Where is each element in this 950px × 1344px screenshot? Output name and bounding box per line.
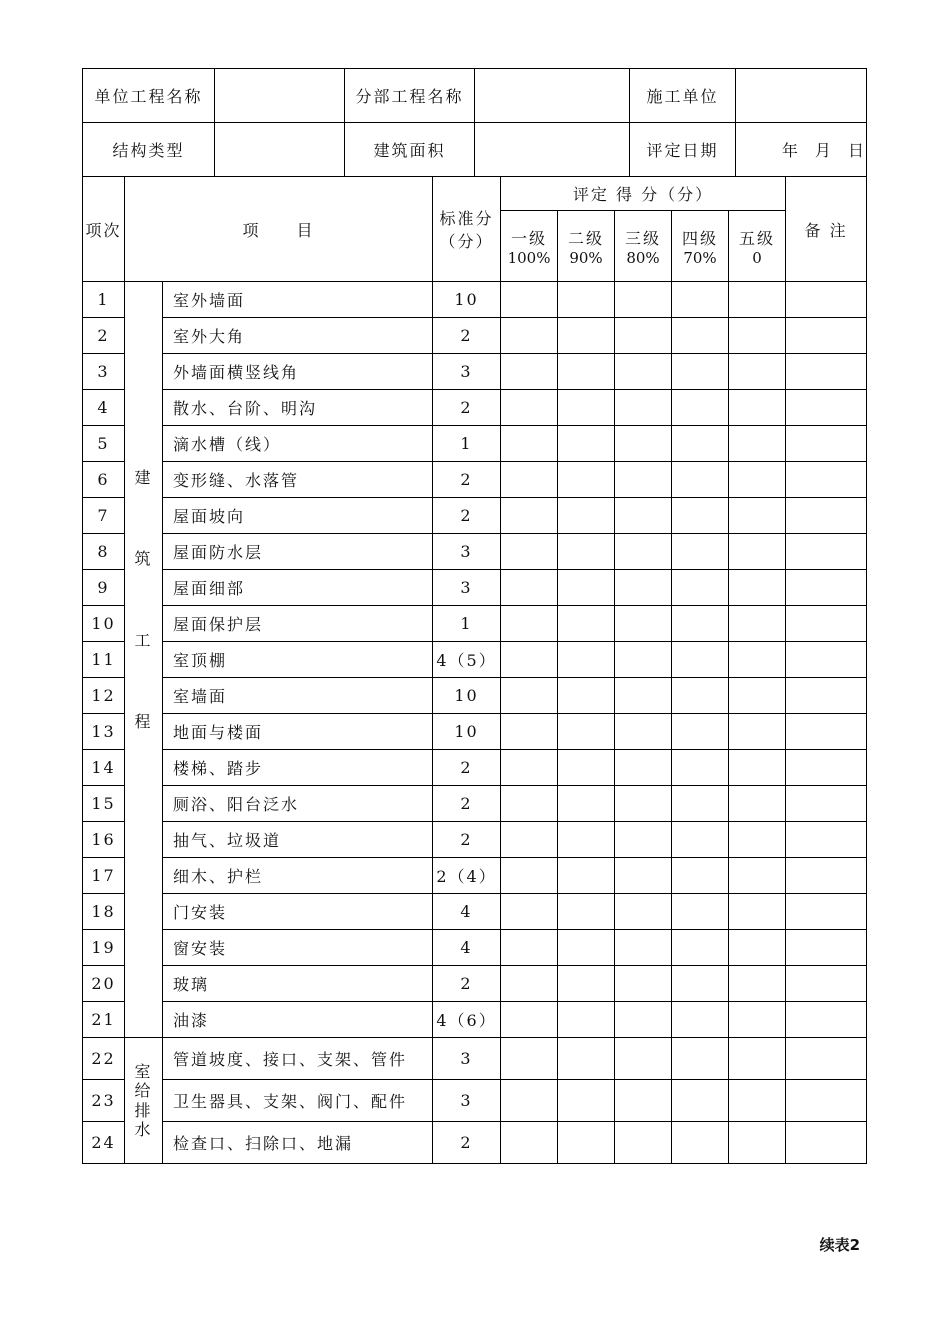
- category-plumbing: [125, 1038, 163, 1164]
- grade-2-cell[interactable]: [558, 750, 615, 786]
- grade-5-cell[interactable]: [729, 642, 786, 678]
- table-row: [83, 354, 867, 390]
- grade-1-cell[interactable]: [501, 930, 558, 966]
- unit-project-field[interactable]: [215, 69, 345, 123]
- grade-2-cell[interactable]: [558, 714, 615, 750]
- row-item: 屋面坡向: [163, 498, 433, 534]
- grade-2-cell[interactable]: [558, 930, 615, 966]
- grade-5-header: [729, 211, 786, 282]
- grade-1-cell[interactable]: [501, 498, 558, 534]
- row-std-score: 1: [433, 426, 501, 462]
- row-no: 11: [83, 642, 125, 678]
- row-std-score: 3: [433, 534, 501, 570]
- grade-2-cell[interactable]: [558, 318, 615, 354]
- grade-4-cell[interactable]: [672, 534, 729, 570]
- row-item: 窗安装: [163, 930, 433, 966]
- row-no: 3: [83, 354, 125, 390]
- remark-cell[interactable]: [786, 426, 867, 462]
- grade-1-cell[interactable]: [501, 858, 558, 894]
- grade-4-cell[interactable]: [672, 750, 729, 786]
- grade-1-cell[interactable]: [501, 534, 558, 570]
- grade-4-cell[interactable]: [672, 354, 729, 390]
- grade-4-cell[interactable]: [672, 1002, 729, 1038]
- col-header-no: 项次: [83, 177, 125, 282]
- grade-3-cell[interactable]: [615, 318, 672, 354]
- grade-1-cell[interactable]: [501, 786, 558, 822]
- grade-3-cell[interactable]: [615, 894, 672, 930]
- grade-2-cell[interactable]: [558, 426, 615, 462]
- eval-date-label: 评定日期: [630, 123, 736, 177]
- row-no: 19: [83, 930, 125, 966]
- row-std-score: 3: [433, 570, 501, 606]
- row-no: 16: [83, 822, 125, 858]
- col-header-remark: 备 注: [786, 177, 867, 282]
- grade-1-cell[interactable]: [501, 318, 558, 354]
- grade-1-cell[interactable]: [501, 462, 558, 498]
- grade-label: 二级: [568, 228, 605, 248]
- category-char: 水: [134, 1119, 153, 1139]
- building-area-label: 建筑面积: [345, 123, 475, 177]
- grade-pct: 90%: [569, 248, 603, 267]
- remark-cell[interactable]: [786, 642, 867, 678]
- grade-pct: 70%: [683, 248, 717, 267]
- grade-5-cell[interactable]: [729, 534, 786, 570]
- table-row: [83, 714, 867, 750]
- grade-4-cell[interactable]: [672, 930, 729, 966]
- remark-cell[interactable]: [786, 1002, 867, 1038]
- grade-4-cell[interactable]: [672, 462, 729, 498]
- category-char: 室: [134, 1062, 153, 1082]
- grade-1-cell[interactable]: [501, 894, 558, 930]
- remark-cell[interactable]: [786, 678, 867, 714]
- table-row: [83, 390, 867, 426]
- grade-5-cell[interactable]: [729, 570, 786, 606]
- grade-2-cell[interactable]: [558, 1002, 615, 1038]
- building-area-field[interactable]: [475, 123, 630, 177]
- grade-4-cell[interactable]: [672, 1038, 729, 1080]
- remark-cell[interactable]: [786, 498, 867, 534]
- row-no: 24: [83, 1122, 125, 1164]
- sub-project-label: 分部工程名称: [345, 69, 475, 123]
- row-no: 9: [83, 570, 125, 606]
- grade-1-cell[interactable]: [501, 1002, 558, 1038]
- category-char: 工: [134, 630, 153, 650]
- grade-4-cell[interactable]: [672, 426, 729, 462]
- grade-5-cell[interactable]: [729, 786, 786, 822]
- remark-cell[interactable]: [786, 822, 867, 858]
- remark-cell[interactable]: [786, 390, 867, 426]
- row-item: 门安装: [163, 894, 433, 930]
- grade-5-cell[interactable]: [729, 714, 786, 750]
- grade-3-header: [615, 211, 672, 282]
- grade-5-cell[interactable]: [729, 1122, 786, 1164]
- table-row: [83, 822, 867, 858]
- table-row: [83, 606, 867, 642]
- grade-5-cell[interactable]: [729, 822, 786, 858]
- grade-5-cell[interactable]: [729, 282, 786, 318]
- row-no: 6: [83, 462, 125, 498]
- row-std-score: 10: [433, 714, 501, 750]
- row-std-score: 2: [433, 318, 501, 354]
- grade-4-cell[interactable]: [672, 1080, 729, 1122]
- grade-1-cell[interactable]: [501, 606, 558, 642]
- grade-1-cell[interactable]: [501, 678, 558, 714]
- grade-pct: 100%: [507, 248, 551, 267]
- table-row: [83, 786, 867, 822]
- grade-5-cell[interactable]: [729, 1080, 786, 1122]
- row-no: 20: [83, 966, 125, 1002]
- row-item: 厕浴、阳台泛水: [163, 786, 433, 822]
- grade-1-cell[interactable]: [501, 1080, 558, 1122]
- row-no: 7: [83, 498, 125, 534]
- grade-3-cell[interactable]: [615, 822, 672, 858]
- row-no: 21: [83, 1002, 125, 1038]
- grade-3-cell[interactable]: [615, 1080, 672, 1122]
- grade-2-cell[interactable]: [558, 282, 615, 318]
- row-std-score: 2: [433, 786, 501, 822]
- row-item: 室外墙面: [163, 282, 433, 318]
- grade-4-cell[interactable]: [672, 642, 729, 678]
- row-item: 散水、台阶、明沟: [163, 390, 433, 426]
- structure-type-field[interactable]: [215, 123, 345, 177]
- grade-2-cell[interactable]: [558, 354, 615, 390]
- grade-4-cell[interactable]: [672, 786, 729, 822]
- grade-4-cell[interactable]: [672, 858, 729, 894]
- row-no: 10: [83, 606, 125, 642]
- table-row: [83, 570, 867, 606]
- grade-4-cell[interactable]: [672, 1122, 729, 1164]
- grade-3-cell[interactable]: [615, 966, 672, 1002]
- grade-3-cell[interactable]: [615, 1002, 672, 1038]
- row-no: 12: [83, 678, 125, 714]
- remark-cell[interactable]: [786, 714, 867, 750]
- row-std-score: 2: [433, 822, 501, 858]
- row-std-score: 2: [433, 750, 501, 786]
- row-no: 17: [83, 858, 125, 894]
- row-no: 13: [83, 714, 125, 750]
- row-item: 屋面防水层: [163, 534, 433, 570]
- row-item: 油漆: [163, 1002, 433, 1038]
- eval-date-field[interactable]: 年 月 日: [736, 123, 867, 177]
- grade-5-cell[interactable]: [729, 354, 786, 390]
- grade-5-cell[interactable]: [729, 390, 786, 426]
- grade-1-cell[interactable]: [501, 1122, 558, 1164]
- grade-3-cell[interactable]: [615, 678, 672, 714]
- grade-5-cell[interactable]: [729, 894, 786, 930]
- row-item: 室墙面: [163, 678, 433, 714]
- row-no: 23: [83, 1080, 125, 1122]
- grade-5-cell[interactable]: [729, 318, 786, 354]
- grade-4-cell[interactable]: [672, 894, 729, 930]
- grade-3-cell[interactable]: [615, 462, 672, 498]
- category-char: 给: [134, 1081, 153, 1101]
- continuation-label: 续表2: [819, 1236, 860, 1254]
- grade-3-cell[interactable]: [615, 570, 672, 606]
- grade-pct: 80%: [626, 248, 660, 267]
- table-row: [83, 1122, 867, 1164]
- table-row: [83, 894, 867, 930]
- grade-1-cell[interactable]: [501, 282, 558, 318]
- row-item: 屋面保护层: [163, 606, 433, 642]
- grade-3-cell[interactable]: [615, 930, 672, 966]
- grade-3-cell[interactable]: [615, 426, 672, 462]
- category-char: 筑: [134, 549, 153, 569]
- grade-5-cell[interactable]: [729, 750, 786, 786]
- grade-2-cell[interactable]: [558, 858, 615, 894]
- row-no: 22: [83, 1038, 125, 1080]
- row-item: 屋面细部: [163, 570, 433, 606]
- grade-3-cell[interactable]: [615, 750, 672, 786]
- grade-1-cell[interactable]: [501, 354, 558, 390]
- grade-2-cell[interactable]: [558, 390, 615, 426]
- grade-5-cell[interactable]: [729, 606, 786, 642]
- table-row: [83, 966, 867, 1002]
- remark-cell[interactable]: [786, 894, 867, 930]
- grade-4-cell[interactable]: [672, 390, 729, 426]
- row-std-score: 2: [433, 390, 501, 426]
- evaluation-table: [82, 176, 867, 1164]
- sub-project-field[interactable]: [475, 69, 630, 123]
- grade-3-cell[interactable]: [615, 858, 672, 894]
- remark-cell[interactable]: [786, 318, 867, 354]
- row-item: 检查口、扫除口、地漏: [163, 1122, 433, 1164]
- row-std-score: 1: [433, 606, 501, 642]
- unit-project-label: 单位工程名称: [83, 69, 215, 123]
- row-item: 室顶棚: [163, 642, 433, 678]
- grade-label: 一级: [511, 228, 548, 248]
- construction-unit-label: 施工单位: [630, 69, 736, 123]
- remark-cell[interactable]: [786, 354, 867, 390]
- row-item: 外墙面横竖线角: [163, 354, 433, 390]
- remark-cell[interactable]: [786, 1038, 867, 1080]
- table-row: [83, 462, 867, 498]
- grade-5-cell[interactable]: [729, 1038, 786, 1080]
- row-item: 卫生器具、支架、阀门、配件: [163, 1080, 433, 1122]
- grade-3-cell[interactable]: [615, 354, 672, 390]
- row-no: 2: [83, 318, 125, 354]
- row-item: 管道坡度、接口、支架、管件: [163, 1038, 433, 1080]
- grade-4-header: [672, 211, 729, 282]
- grade-2-cell[interactable]: [558, 498, 615, 534]
- grade-5-cell[interactable]: [729, 678, 786, 714]
- grade-3-cell[interactable]: [615, 606, 672, 642]
- row-no: 5: [83, 426, 125, 462]
- grade-3-cell[interactable]: [615, 1038, 672, 1080]
- row-item: 玻璃: [163, 966, 433, 1002]
- grade-5-cell[interactable]: [729, 930, 786, 966]
- grade-5-cell[interactable]: [729, 426, 786, 462]
- grade-5-cell[interactable]: [729, 498, 786, 534]
- grade-4-cell[interactable]: [672, 714, 729, 750]
- grade-2-cell[interactable]: [558, 642, 615, 678]
- remark-cell[interactable]: [786, 462, 867, 498]
- row-item: 抽气、垃圾道: [163, 822, 433, 858]
- row-std-score: 2: [433, 1122, 501, 1164]
- row-item: 细木、护栏: [163, 858, 433, 894]
- table-row: [83, 282, 867, 318]
- grade-4-cell[interactable]: [672, 318, 729, 354]
- grade-2-cell[interactable]: [558, 822, 615, 858]
- structure-type-label: 结构类型: [83, 123, 215, 177]
- grade-1-cell[interactable]: [501, 1038, 558, 1080]
- table-row: [83, 1002, 867, 1038]
- grade-1-cell[interactable]: [501, 570, 558, 606]
- category-char: 程: [134, 711, 153, 731]
- grade-5-cell[interactable]: [729, 1002, 786, 1038]
- grade-4-cell[interactable]: [672, 966, 729, 1002]
- grade-4-cell[interactable]: [672, 678, 729, 714]
- grade-2-cell[interactable]: [558, 1122, 615, 1164]
- grade-5-cell[interactable]: [729, 858, 786, 894]
- col-header-std: [433, 177, 501, 282]
- grade-1-cell[interactable]: [501, 750, 558, 786]
- grade-3-cell[interactable]: [615, 534, 672, 570]
- grade-label: 三级: [625, 228, 662, 248]
- grade-2-cell[interactable]: [558, 462, 615, 498]
- grade-3-cell[interactable]: [615, 282, 672, 318]
- row-std-score: 3: [433, 1038, 501, 1080]
- table-row: [83, 858, 867, 894]
- category-char: 建: [134, 468, 153, 488]
- row-std-score: 4: [433, 894, 501, 930]
- grade-2-header: [558, 211, 615, 282]
- grade-2-cell[interactable]: [558, 786, 615, 822]
- grade-3-cell[interactable]: [615, 786, 672, 822]
- col-header-item: 项 目: [125, 177, 433, 282]
- grade-1-cell[interactable]: [501, 714, 558, 750]
- grade-2-cell[interactable]: [558, 678, 615, 714]
- row-std-score: 3: [433, 1080, 501, 1122]
- row-std-score: 2: [433, 966, 501, 1002]
- grade-4-cell[interactable]: [672, 606, 729, 642]
- grade-3-cell[interactable]: [615, 1122, 672, 1164]
- grade-3-cell[interactable]: [615, 498, 672, 534]
- grade-label: 五级: [739, 228, 776, 248]
- table-row: [83, 642, 867, 678]
- grade-2-cell[interactable]: [558, 966, 615, 1002]
- row-item: 室外大角: [163, 318, 433, 354]
- grade-2-cell[interactable]: [558, 606, 615, 642]
- grade-5-cell[interactable]: [729, 462, 786, 498]
- category-char: 排: [134, 1100, 153, 1120]
- grade-4-cell[interactable]: [672, 822, 729, 858]
- header-info-table: [82, 68, 867, 177]
- remark-cell[interactable]: [786, 1080, 867, 1122]
- grade-2-cell[interactable]: [558, 894, 615, 930]
- grade-4-cell[interactable]: [672, 570, 729, 606]
- table-row: [83, 426, 867, 462]
- row-std-score: 4: [433, 930, 501, 966]
- remark-cell[interactable]: [786, 930, 867, 966]
- grade-1-cell[interactable]: [501, 822, 558, 858]
- grade-label: 四级: [682, 228, 719, 248]
- row-std-score: 2: [433, 462, 501, 498]
- grade-1-cell[interactable]: [501, 390, 558, 426]
- remark-cell[interactable]: [786, 282, 867, 318]
- remark-cell[interactable]: [786, 1122, 867, 1164]
- remark-cell[interactable]: [786, 570, 867, 606]
- table-row: [83, 498, 867, 534]
- table-row: [83, 534, 867, 570]
- row-std-score: 4（5）: [433, 642, 501, 678]
- row-item: 楼梯、踏步: [163, 750, 433, 786]
- row-no: 14: [83, 750, 125, 786]
- col-header-score: 评定 得 分（分）: [501, 177, 786, 211]
- grade-1-cell[interactable]: [501, 642, 558, 678]
- remark-cell[interactable]: [786, 534, 867, 570]
- grade-2-cell[interactable]: [558, 570, 615, 606]
- row-no: 1: [83, 282, 125, 318]
- category-building: [125, 282, 163, 1038]
- table-row: [83, 678, 867, 714]
- table-row: [83, 1038, 867, 1080]
- grade-5-cell[interactable]: [729, 966, 786, 1002]
- grade-2-cell[interactable]: [558, 1080, 615, 1122]
- row-no: 8: [83, 534, 125, 570]
- grade-pct: 0: [752, 248, 762, 267]
- grade-1-cell[interactable]: [501, 426, 558, 462]
- table-row: [83, 750, 867, 786]
- remark-cell[interactable]: [786, 966, 867, 1002]
- row-std-score: 4（6）: [433, 1002, 501, 1038]
- construction-unit-field[interactable]: [736, 69, 867, 123]
- table-row: [83, 1080, 867, 1122]
- row-item: 滴水槽（线）: [163, 426, 433, 462]
- grade-1-cell[interactable]: [501, 966, 558, 1002]
- std-label-line1: 标准分: [439, 209, 494, 228]
- row-no: 18: [83, 894, 125, 930]
- remark-cell[interactable]: [786, 858, 867, 894]
- grade-4-cell[interactable]: [672, 282, 729, 318]
- row-std-score: 10: [433, 282, 501, 318]
- table-row: [83, 318, 867, 354]
- grade-4-cell[interactable]: [672, 498, 729, 534]
- remark-cell[interactable]: [786, 606, 867, 642]
- grade-3-cell[interactable]: [615, 642, 672, 678]
- row-no: 15: [83, 786, 125, 822]
- row-item: 地面与楼面: [163, 714, 433, 750]
- remark-cell[interactable]: [786, 786, 867, 822]
- grade-3-cell[interactable]: [615, 714, 672, 750]
- grade-2-cell[interactable]: [558, 534, 615, 570]
- row-std-score: 2: [433, 498, 501, 534]
- row-item: 变形缝、水落管: [163, 462, 433, 498]
- row-std-score: 10: [433, 678, 501, 714]
- table-row: [83, 930, 867, 966]
- row-no: 4: [83, 390, 125, 426]
- std-label-line2: （分）: [439, 232, 494, 251]
- grade-2-cell[interactable]: [558, 1038, 615, 1080]
- row-std-score: 3: [433, 354, 501, 390]
- grade-1-header: [501, 211, 558, 282]
- grade-3-cell[interactable]: [615, 390, 672, 426]
- remark-cell[interactable]: [786, 750, 867, 786]
- row-std-score: 2（4）: [433, 858, 501, 894]
